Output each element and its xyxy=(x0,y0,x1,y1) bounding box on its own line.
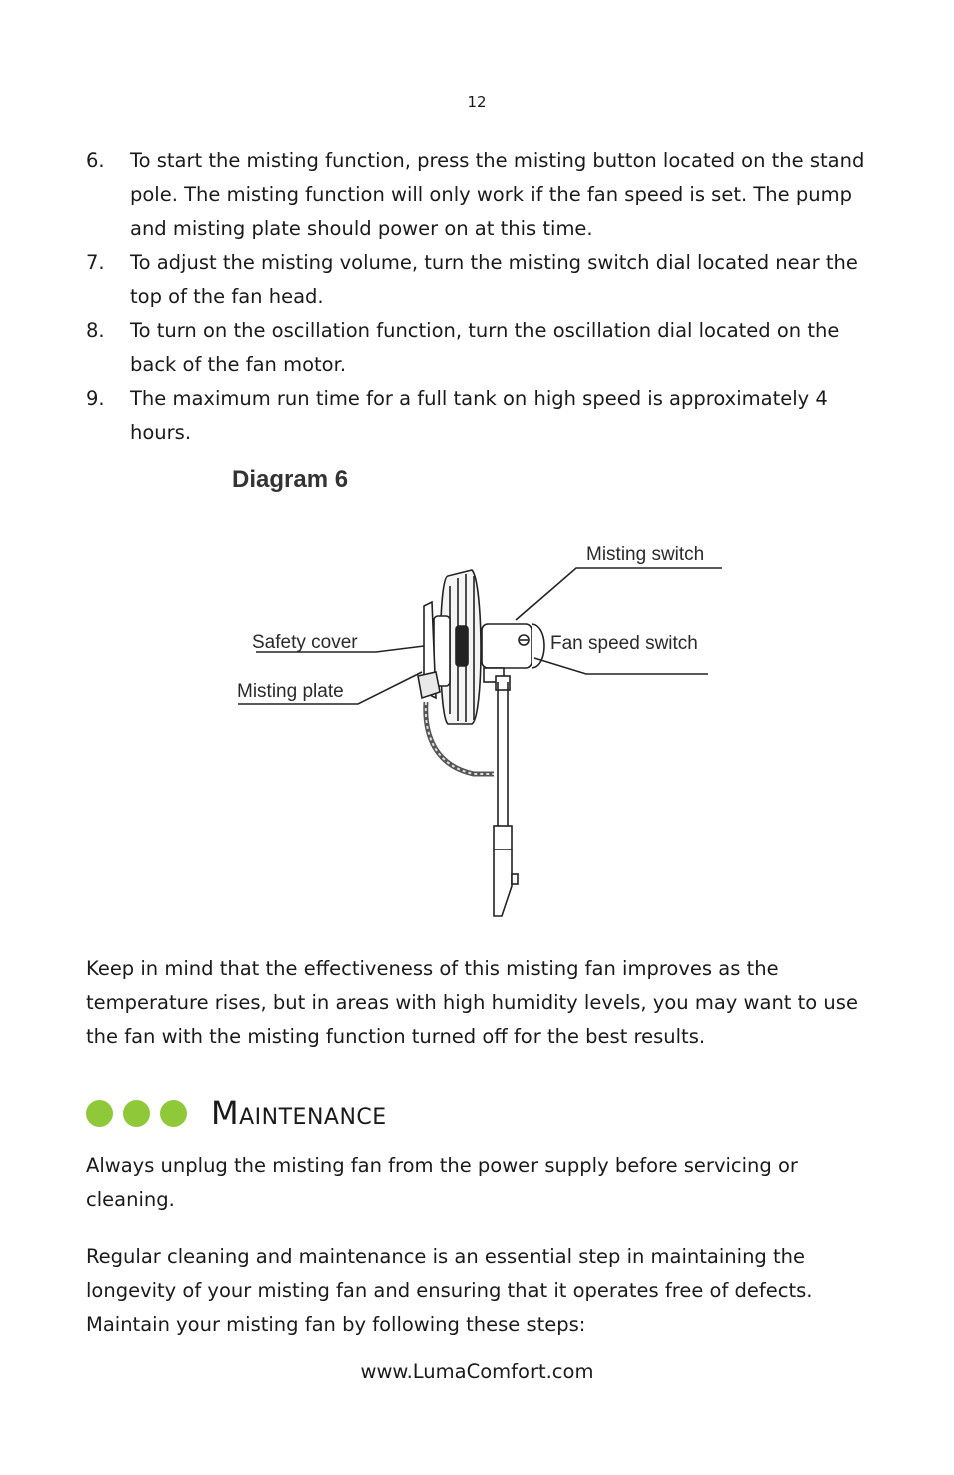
step-text: To start the misting function, press the misting button located on the stand pole. The misting function will only work if the fan speed is set. The pump and misting plate should power on at this time. xyxy=(130,149,865,240)
step-number: 9. xyxy=(86,387,105,410)
bullet-dot-icon xyxy=(86,1100,113,1127)
step-number: 8. xyxy=(86,319,105,342)
instruction-steps xyxy=(86,144,876,450)
step-item xyxy=(86,382,876,450)
section-title: Maintenance xyxy=(211,1094,387,1132)
maintenance-heading xyxy=(86,1088,387,1138)
maintenance-paragraph: Regular cleaning and maintenance is an essential step in maintaining the longevity of your misting fan and ensuring that it operates free of defects. Maintain your misting fan by following these steps: xyxy=(86,1245,813,1336)
step-number: 6. xyxy=(86,149,105,172)
fan-diagram xyxy=(226,466,746,926)
label-fan-speed-switch: Fan speed switch xyxy=(550,633,698,654)
label-misting-switch: Misting switch xyxy=(586,544,705,565)
step-item xyxy=(86,144,876,246)
label-misting-plate: Misting plate xyxy=(237,681,344,702)
step-item xyxy=(86,246,876,314)
step-text: To adjust the misting volume, turn the misting switch dial located near the top of the fan head. xyxy=(130,251,858,308)
bullet-dot-icon xyxy=(123,1100,150,1127)
step-number: 7. xyxy=(86,251,105,274)
page-number: 12 xyxy=(467,93,487,111)
diagram-title: Diagram 6 xyxy=(232,466,349,493)
note-paragraph: Keep in mind that the effectiveness of this misting fan improves as the temperature rises, but in areas with high humidity levels, you may want to use the fan with the misting function turned off for the best results. xyxy=(86,957,858,1048)
step-text: To turn on the oscillation function, turn the oscillation dial located on the back of the fan motor. xyxy=(130,319,840,376)
footer-url: www.LumaComfort.com xyxy=(360,1360,594,1383)
bullet-dot-icon xyxy=(160,1100,187,1127)
label-safety-cover: Safety cover xyxy=(252,632,358,653)
step-text: The maximum run time for a full tank on high speed is approximately 4 hours. xyxy=(130,387,828,444)
step-item xyxy=(86,314,876,382)
unplug-paragraph: Always unplug the misting fan from the power supply before servicing or cleaning. xyxy=(86,1154,798,1211)
